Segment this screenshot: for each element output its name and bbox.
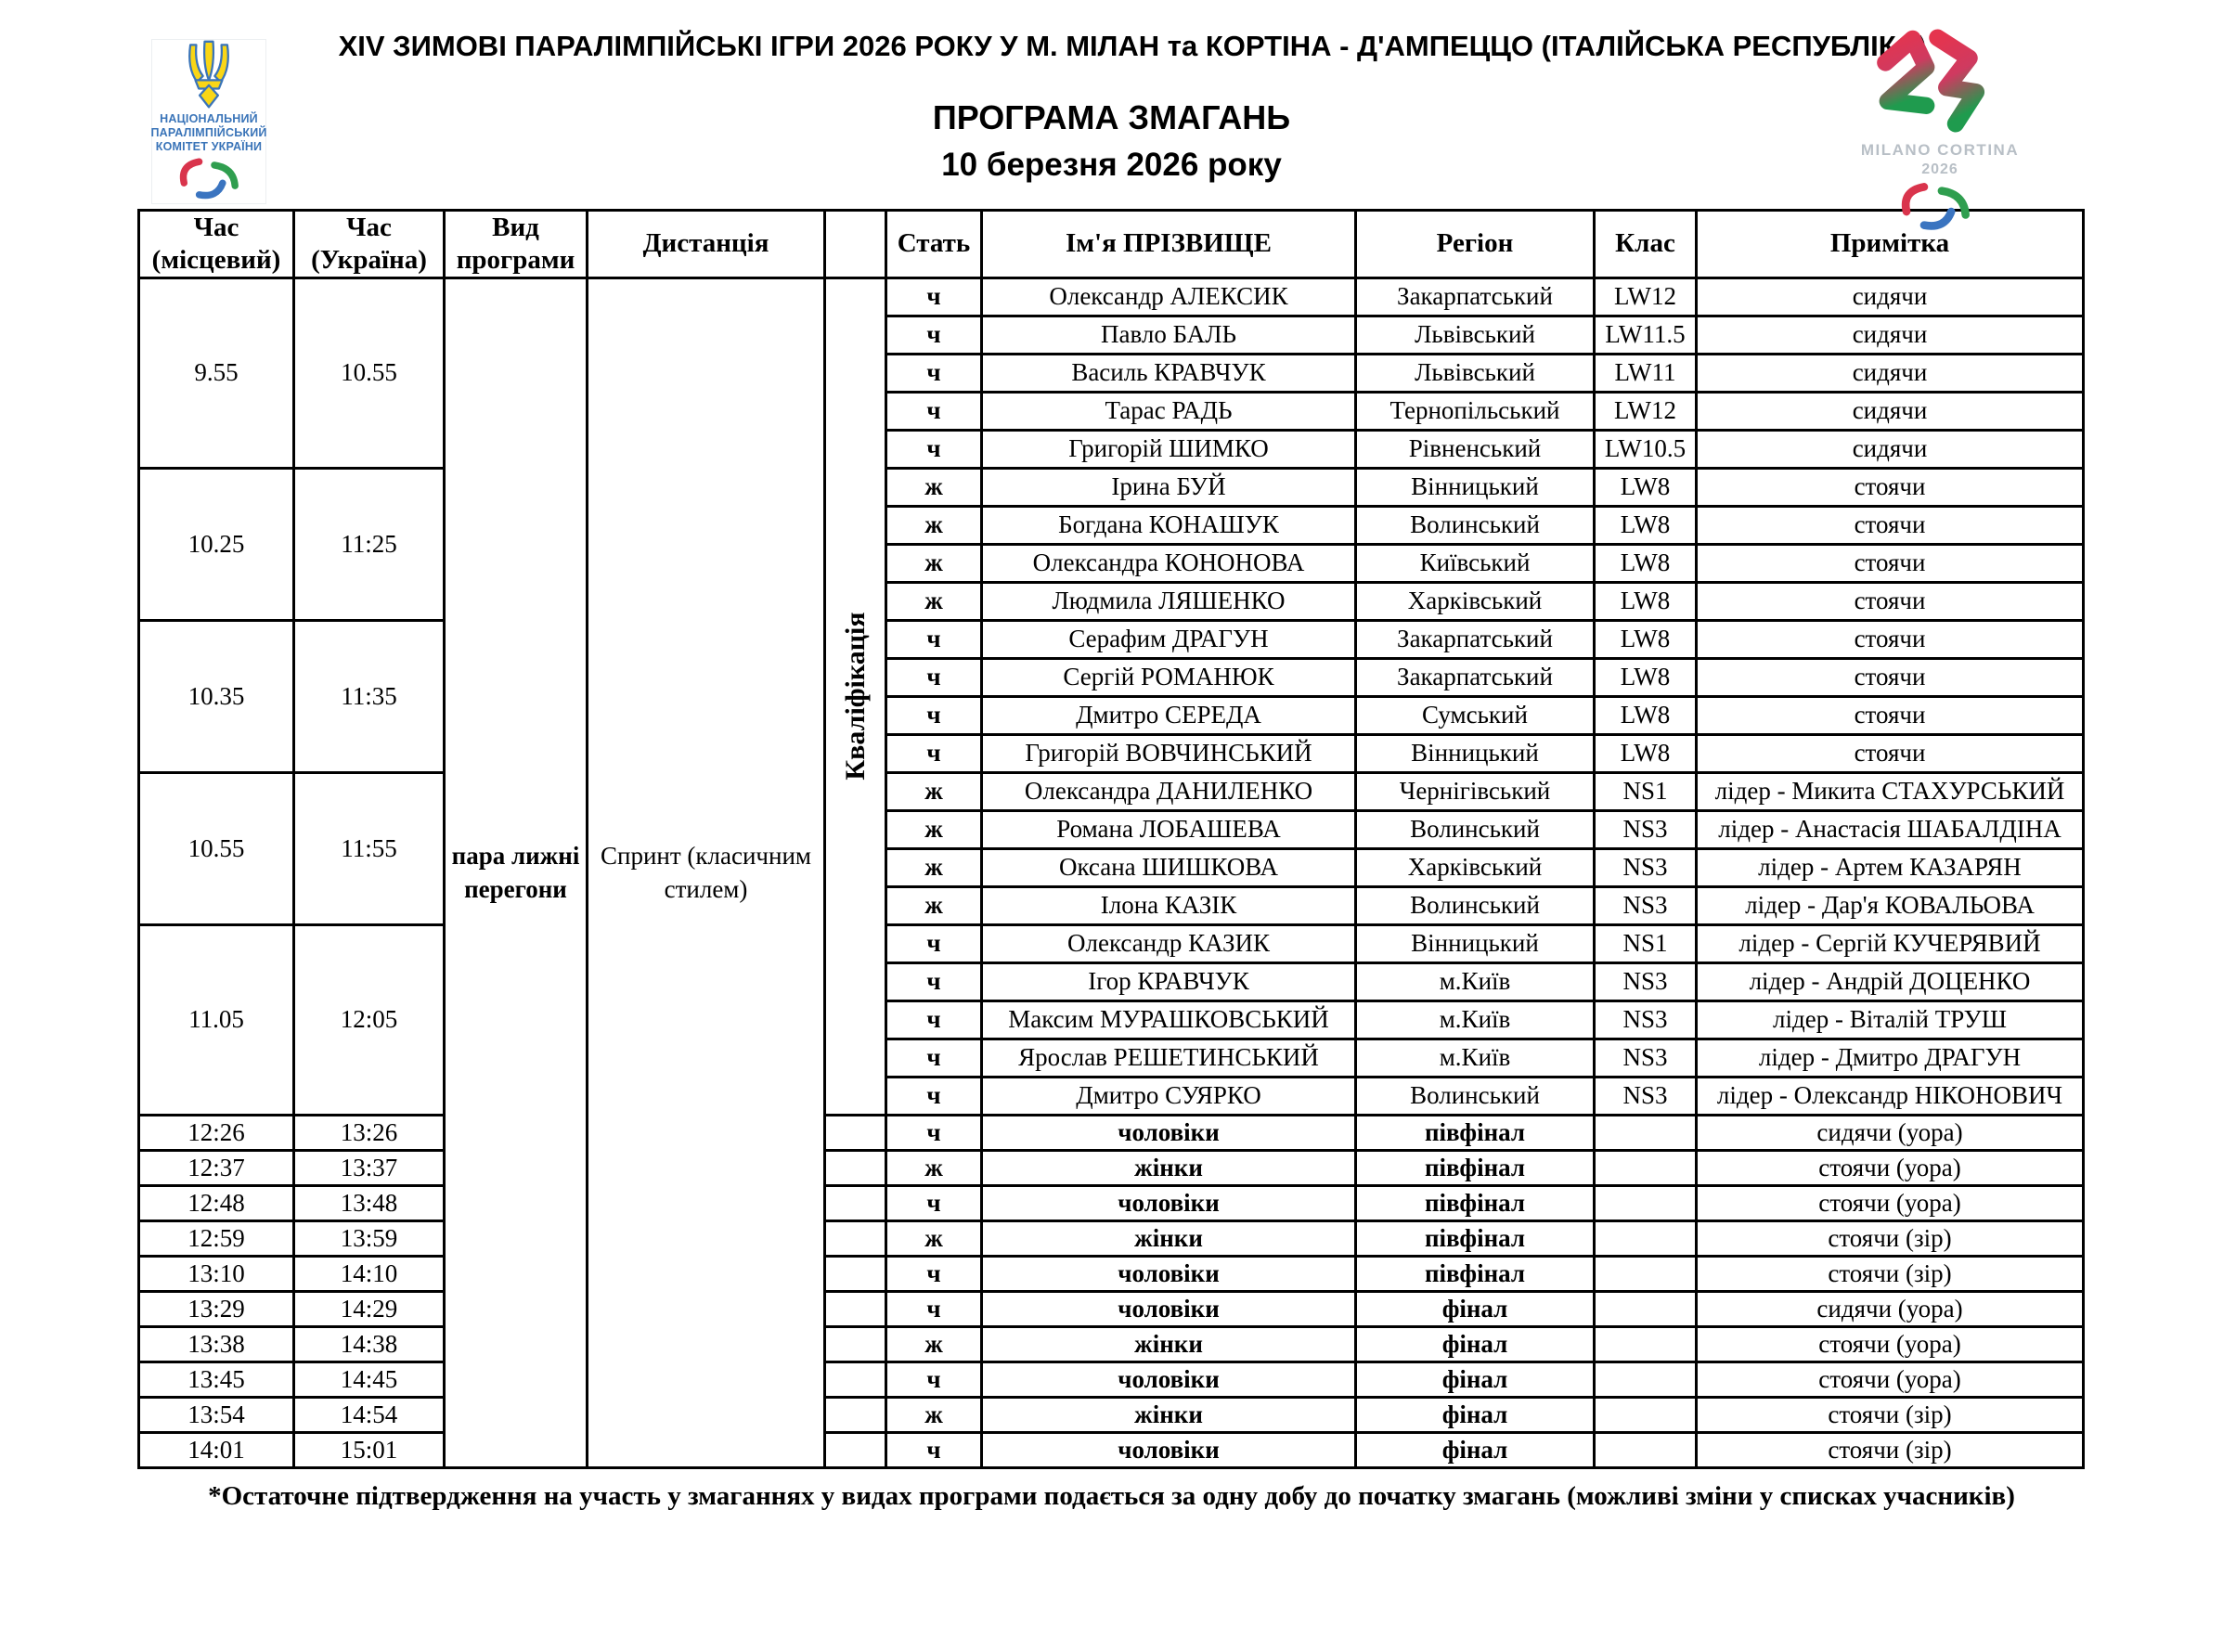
- qualification-row: [139, 772, 2084, 810]
- athlete-name-cell: Людмила ЛЯШЕНКО: [982, 582, 1356, 620]
- time-local-cell: 10.25: [139, 468, 294, 620]
- class-cell: [1595, 1432, 1697, 1467]
- note-cell: сидячи: [1697, 354, 2084, 392]
- athlete-name-cell: чоловіки: [982, 1432, 1356, 1467]
- region-cell: фінал: [1356, 1326, 1595, 1362]
- gender-cell: ж: [886, 1220, 982, 1256]
- time-ukraine-cell: 11:25: [294, 468, 445, 620]
- stage-empty-cell: [825, 1291, 886, 1326]
- gender-cell: ж: [886, 1150, 982, 1185]
- gender-cell: ч: [886, 1000, 982, 1039]
- time-local-cell: 10.35: [139, 620, 294, 772]
- athlete-name-cell: Оксана ШИШКОВА: [982, 848, 1356, 886]
- note-cell: стоячи: [1697, 506, 2084, 544]
- competition-schedule-table: [137, 209, 2085, 1469]
- region-cell: Волинський: [1356, 810, 1595, 848]
- gender-cell: ж: [886, 1397, 982, 1432]
- region-cell: Сумський: [1356, 696, 1595, 734]
- athlete-name-cell: Григорій ШИМКО: [982, 430, 1356, 468]
- athlete-name-cell: жінки: [982, 1220, 1356, 1256]
- final-stage-row: [139, 1397, 2084, 1432]
- athlete-name-cell: Ярослав РЕШЕТИНСЬКИЙ: [982, 1039, 1356, 1077]
- region-cell: Вінницький: [1356, 734, 1595, 772]
- time-ukraine-cell: 10.55: [294, 277, 445, 468]
- class-cell: [1595, 1256, 1697, 1291]
- time-ukraine-cell: 13:48: [294, 1185, 445, 1220]
- class-cell: [1595, 1397, 1697, 1432]
- region-cell: м.Київ: [1356, 962, 1595, 1000]
- region-cell: Вінницький: [1356, 924, 1595, 962]
- note-cell: лідер - Андрій ДОЦЕНКО: [1697, 962, 2084, 1000]
- time-ukraine-cell: 11:55: [294, 772, 445, 924]
- gender-cell: ч: [886, 1185, 982, 1220]
- table-header-row: [139, 211, 2084, 278]
- column-header-0: Час (місцевий): [139, 211, 294, 278]
- gender-cell: ч: [886, 354, 982, 392]
- note-cell: сидячи (уора): [1697, 1115, 2084, 1150]
- time-ukraine-cell: 15:01: [294, 1432, 445, 1467]
- stage-empty-cell: [825, 1150, 886, 1185]
- stage-empty-cell: [825, 1432, 886, 1467]
- column-header-6: Ім'я ПРІЗВИЩЕ: [982, 211, 1356, 278]
- region-cell: фінал: [1356, 1291, 1595, 1326]
- gender-cell: ч: [886, 1039, 982, 1077]
- time-local-cell: 12:26: [139, 1115, 294, 1150]
- note-cell: стоячи: [1697, 696, 2084, 734]
- athlete-name-cell: Дмитро СЕРЕДА: [982, 696, 1356, 734]
- class-cell: NS3: [1595, 848, 1697, 886]
- note-cell: стоячи (зір): [1697, 1256, 2084, 1291]
- gender-cell: ч: [886, 620, 982, 658]
- gender-cell: ж: [886, 886, 982, 924]
- gender-cell: ч: [886, 277, 982, 316]
- column-header-1: Час (Україна): [294, 211, 445, 278]
- time-ukraine-cell: 12:05: [294, 924, 445, 1115]
- athlete-name-cell: Серафим ДРАГУН: [982, 620, 1356, 658]
- region-cell: Закарпатський: [1356, 277, 1595, 316]
- gender-cell: ч: [886, 316, 982, 354]
- time-ukraine-cell: 11:35: [294, 620, 445, 772]
- table-body: [139, 277, 2084, 1467]
- paralympic-agitos-icon: [1895, 180, 1975, 232]
- region-cell: фінал: [1356, 1432, 1595, 1467]
- final-stage-row: [139, 1362, 2084, 1397]
- class-cell: [1595, 1291, 1697, 1326]
- milano-cortina-26-mark-icon: [1866, 24, 2005, 137]
- athlete-name-cell: Дмитро СУЯРКО: [982, 1077, 1356, 1115]
- column-header-2: Вид програми: [445, 211, 588, 278]
- note-cell: сидячи: [1697, 277, 2084, 316]
- gender-cell: ч: [886, 696, 982, 734]
- note-cell: сидячи: [1697, 392, 2084, 430]
- final-stage-row: [139, 1326, 2084, 1362]
- note-cell: лідер - Олександр НІКОНОВИЧ: [1697, 1077, 2084, 1115]
- final-stage-row: [139, 1115, 2084, 1150]
- qualification-stage-label: Кваліфікація: [839, 612, 871, 781]
- region-cell: Харківський: [1356, 848, 1595, 886]
- gender-cell: ч: [886, 924, 982, 962]
- gender-cell: ж: [886, 772, 982, 810]
- column-header-9: Примітка: [1697, 211, 2084, 278]
- athlete-name-cell: чоловіки: [982, 1362, 1356, 1397]
- class-cell: LW8: [1595, 658, 1697, 696]
- athlete-name-cell: жінки: [982, 1150, 1356, 1185]
- class-cell: LW12: [1595, 392, 1697, 430]
- time-local-cell: 13:10: [139, 1256, 294, 1291]
- time-ukraine-cell: 14:38: [294, 1326, 445, 1362]
- region-cell: Волинський: [1356, 506, 1595, 544]
- qualification-stage-cell: [825, 277, 886, 1115]
- region-cell: Тернопільський: [1356, 392, 1595, 430]
- stage-empty-cell: [825, 1185, 886, 1220]
- note-cell: стоячи: [1697, 620, 2084, 658]
- time-local-cell: 13:38: [139, 1326, 294, 1362]
- qualification-row: [139, 277, 2084, 316]
- note-cell: стоячи: [1697, 658, 2084, 696]
- page-date: 10 березня 2026 року: [941, 147, 1282, 183]
- class-cell: LW12: [1595, 277, 1697, 316]
- time-ukraine-cell: 14:45: [294, 1362, 445, 1397]
- final-stage-row: [139, 1220, 2084, 1256]
- note-cell: стоячи (уора): [1697, 1185, 2084, 1220]
- class-cell: LW8: [1595, 468, 1697, 506]
- column-header-8: Клас: [1595, 211, 1697, 278]
- gender-cell: ч: [886, 734, 982, 772]
- note-cell: лідер - Анастасія ШАБАЛДІНА: [1697, 810, 2084, 848]
- note-cell: стоячи (уора): [1697, 1150, 2084, 1185]
- final-stage-row: [139, 1185, 2084, 1220]
- time-ukraine-cell: 14:10: [294, 1256, 445, 1291]
- gender-cell: ч: [886, 1432, 982, 1467]
- footer-note: *Остаточне підтвердження на участь у змаганнях у видах програми подається за одну добу до початку змагань (можливі зміни у списках учасників): [208, 1481, 2015, 1511]
- athlete-name-cell: Василь КРАВЧУК: [982, 354, 1356, 392]
- time-local-cell: 12:59: [139, 1220, 294, 1256]
- class-cell: LW8: [1595, 506, 1697, 544]
- athlete-name-cell: жінки: [982, 1397, 1356, 1432]
- note-cell: стоячи: [1697, 734, 2084, 772]
- gender-cell: ч: [886, 1362, 982, 1397]
- note-cell: стоячи: [1697, 468, 2084, 506]
- gender-cell: ж: [886, 544, 982, 582]
- time-local-cell: 13:54: [139, 1397, 294, 1432]
- time-ukraine-cell: 13:59: [294, 1220, 445, 1256]
- region-cell: Рівненський: [1356, 430, 1595, 468]
- athlete-name-cell: Ірина БУЙ: [982, 468, 1356, 506]
- class-cell: LW8: [1595, 734, 1697, 772]
- time-ukraine-cell: 13:37: [294, 1150, 445, 1185]
- class-cell: LW8: [1595, 696, 1697, 734]
- athlete-name-cell: Богдана КОНАШУК: [982, 506, 1356, 544]
- athlete-name-cell: Павло БАЛЬ: [982, 316, 1356, 354]
- gender-cell: ж: [886, 468, 982, 506]
- region-cell: Вінницький: [1356, 468, 1595, 506]
- gender-cell: ч: [886, 392, 982, 430]
- note-cell: лідер - Дмитро ДРАГУН: [1697, 1039, 2084, 1077]
- gender-cell: ж: [886, 506, 982, 544]
- class-cell: [1595, 1220, 1697, 1256]
- note-cell: стоячи (уора): [1697, 1326, 2084, 1362]
- athlete-name-cell: Олександр АЛЕКСИК: [982, 277, 1356, 316]
- region-cell: Київський: [1356, 544, 1595, 582]
- page-title: XIV ЗИМОВІ ПАРАЛІМПІЙСЬКІ ІГРИ 2026 РОКУ У М. МІЛАН та КОРТІНА - Д'АМПЕЦЦО (ІТАЛІЙСЬКА РЕСПУБЛІКА): [338, 30, 1927, 62]
- gender-cell: ч: [886, 962, 982, 1000]
- gender-cell: ж: [886, 848, 982, 886]
- note-cell: лідер - Дар'я КОВАЛЬОВА: [1697, 886, 2084, 924]
- athlete-name-cell: Ігор КРАВЧУК: [982, 962, 1356, 1000]
- note-cell: лідер - Віталій ТРУШ: [1697, 1000, 2084, 1039]
- class-cell: LW8: [1595, 544, 1697, 582]
- athlete-name-cell: Олександра КОНОНОВА: [982, 544, 1356, 582]
- time-local-cell: 12:48: [139, 1185, 294, 1220]
- final-stage-row: [139, 1432, 2084, 1467]
- class-cell: NS3: [1595, 1000, 1697, 1039]
- athlete-name-cell: Олександра ДАНИЛЕНКО: [982, 772, 1356, 810]
- region-cell: фінал: [1356, 1397, 1595, 1432]
- region-cell: Волинський: [1356, 886, 1595, 924]
- class-cell: [1595, 1326, 1697, 1362]
- stage-empty-cell: [825, 1220, 886, 1256]
- class-cell: LW11.5: [1595, 316, 1697, 354]
- gender-cell: ч: [886, 1077, 982, 1115]
- qualification-row: [139, 468, 2084, 506]
- class-cell: LW8: [1595, 620, 1697, 658]
- note-cell: стоячи (зір): [1697, 1397, 2084, 1432]
- class-cell: [1595, 1362, 1697, 1397]
- note-cell: стоячи (зір): [1697, 1432, 2084, 1467]
- note-cell: стоячи: [1697, 544, 2084, 582]
- time-ukraine-cell: 14:54: [294, 1397, 445, 1432]
- region-cell: Харківський: [1356, 582, 1595, 620]
- distance-cell: Спринт (класичним стилем): [588, 277, 825, 1467]
- milano-cortina-year: 2026: [1921, 161, 1958, 177]
- npc-logo-text-line3: КОМІТЕТ УКРАЇНИ: [155, 140, 263, 153]
- time-local-cell: 14:01: [139, 1432, 294, 1467]
- region-cell: Львівський: [1356, 354, 1595, 392]
- page-subtitle: ПРОГРАМА ЗМАГАНЬ: [932, 98, 1291, 136]
- qualification-row: [139, 924, 2084, 962]
- column-header-4: [825, 211, 886, 278]
- class-cell: LW11: [1595, 354, 1697, 392]
- region-cell: півфінал: [1356, 1150, 1595, 1185]
- time-local-cell: 9.55: [139, 277, 294, 468]
- time-local-cell: 11.05: [139, 924, 294, 1115]
- gender-cell: ч: [886, 1115, 982, 1150]
- time-local-cell: 10.55: [139, 772, 294, 924]
- note-cell: лідер - Артем КАЗАРЯН: [1697, 848, 2084, 886]
- npc-logo-text-line1: НАЦІОНАЛЬНИЙ: [160, 112, 258, 125]
- column-header-7: Регіон: [1356, 211, 1595, 278]
- athlete-name-cell: Ілона КАЗІК: [982, 886, 1356, 924]
- region-cell: Закарпатський: [1356, 620, 1595, 658]
- gender-cell: ч: [886, 658, 982, 696]
- note-cell: сидячи (уора): [1697, 1291, 2084, 1326]
- athlete-name-cell: чоловіки: [982, 1256, 1356, 1291]
- class-cell: [1595, 1115, 1697, 1150]
- stage-empty-cell: [825, 1397, 886, 1432]
- class-cell: LW8: [1595, 582, 1697, 620]
- class-cell: NS3: [1595, 886, 1697, 924]
- npc-logo-text-line2: ПАРАЛІМПІЙСЬКИЙ: [150, 126, 267, 139]
- milano-cortina-label: MILANO CORTINA: [1860, 141, 2020, 159]
- time-ukraine-cell: 13:26: [294, 1115, 445, 1150]
- region-cell: Львівський: [1356, 316, 1595, 354]
- gender-cell: ж: [886, 582, 982, 620]
- note-cell: лідер - Микита СТАХУРСЬКИЙ: [1697, 772, 2084, 810]
- athlete-name-cell: Григорій ВОВЧИНСЬКИЙ: [982, 734, 1356, 772]
- class-cell: NS3: [1595, 810, 1697, 848]
- note-cell: сидячи: [1697, 430, 2084, 468]
- gender-cell: ж: [886, 1326, 982, 1362]
- class-cell: NS3: [1595, 1039, 1697, 1077]
- column-header-3: Дистанція: [588, 211, 825, 278]
- class-cell: [1595, 1150, 1697, 1185]
- note-cell: лідер - Сергій КУЧЕРЯВИЙ: [1697, 924, 2084, 962]
- program-type-cell: пара лижні перегони: [445, 277, 588, 1467]
- note-cell: сидячи: [1697, 316, 2084, 354]
- final-stage-row: [139, 1291, 2084, 1326]
- athlete-name-cell: Олександр КАЗИК: [982, 924, 1356, 962]
- region-cell: півфінал: [1356, 1256, 1595, 1291]
- class-cell: NS3: [1595, 1077, 1697, 1115]
- time-local-cell: 12:37: [139, 1150, 294, 1185]
- athlete-name-cell: жінки: [982, 1326, 1356, 1362]
- athlete-name-cell: чоловіки: [982, 1291, 1356, 1326]
- note-cell: стоячи (зір): [1697, 1220, 2084, 1256]
- gender-cell: ч: [886, 1256, 982, 1291]
- time-local-cell: 13:45: [139, 1362, 294, 1397]
- region-cell: півфінал: [1356, 1115, 1595, 1150]
- gender-cell: ч: [886, 430, 982, 468]
- class-cell: NS1: [1595, 772, 1697, 810]
- class-cell: LW10.5: [1595, 430, 1697, 468]
- region-cell: півфінал: [1356, 1185, 1595, 1220]
- athlete-name-cell: Романа ЛОБАШЕВА: [982, 810, 1356, 848]
- region-cell: півфінал: [1356, 1220, 1595, 1256]
- stage-empty-cell: [825, 1326, 886, 1362]
- region-cell: м.Київ: [1356, 1039, 1595, 1077]
- time-ukraine-cell: 14:29: [294, 1291, 445, 1326]
- stage-empty-cell: [825, 1256, 886, 1291]
- class-cell: NS3: [1595, 962, 1697, 1000]
- class-cell: NS1: [1595, 924, 1697, 962]
- stage-empty-cell: [825, 1362, 886, 1397]
- note-cell: стоячи: [1697, 582, 2084, 620]
- athlete-name-cell: Сергій РОМАНЮК: [982, 658, 1356, 696]
- qualification-row: [139, 620, 2084, 658]
- athlete-name-cell: Максим МУРАШКОВСЬКИЙ: [982, 1000, 1356, 1039]
- region-cell: Закарпатський: [1356, 658, 1595, 696]
- athlete-name-cell: чоловіки: [982, 1185, 1356, 1220]
- final-stage-row: [139, 1150, 2084, 1185]
- stage-empty-cell: [825, 1115, 886, 1150]
- header-row: [139, 211, 2084, 278]
- note-cell: стоячи (уора): [1697, 1362, 2084, 1397]
- region-cell: фінал: [1356, 1362, 1595, 1397]
- column-header-5: Стать: [886, 211, 982, 278]
- region-cell: Волинський: [1356, 1077, 1595, 1115]
- athlete-name-cell: Тарас РАДЬ: [982, 392, 1356, 430]
- region-cell: Чернігівський: [1356, 772, 1595, 810]
- gender-cell: ж: [886, 810, 982, 848]
- final-stage-row: [139, 1256, 2084, 1291]
- time-local-cell: 13:29: [139, 1291, 294, 1326]
- region-cell: м.Київ: [1356, 1000, 1595, 1039]
- gender-cell: ч: [886, 1291, 982, 1326]
- athlete-name-cell: чоловіки: [982, 1115, 1356, 1150]
- class-cell: [1595, 1185, 1697, 1220]
